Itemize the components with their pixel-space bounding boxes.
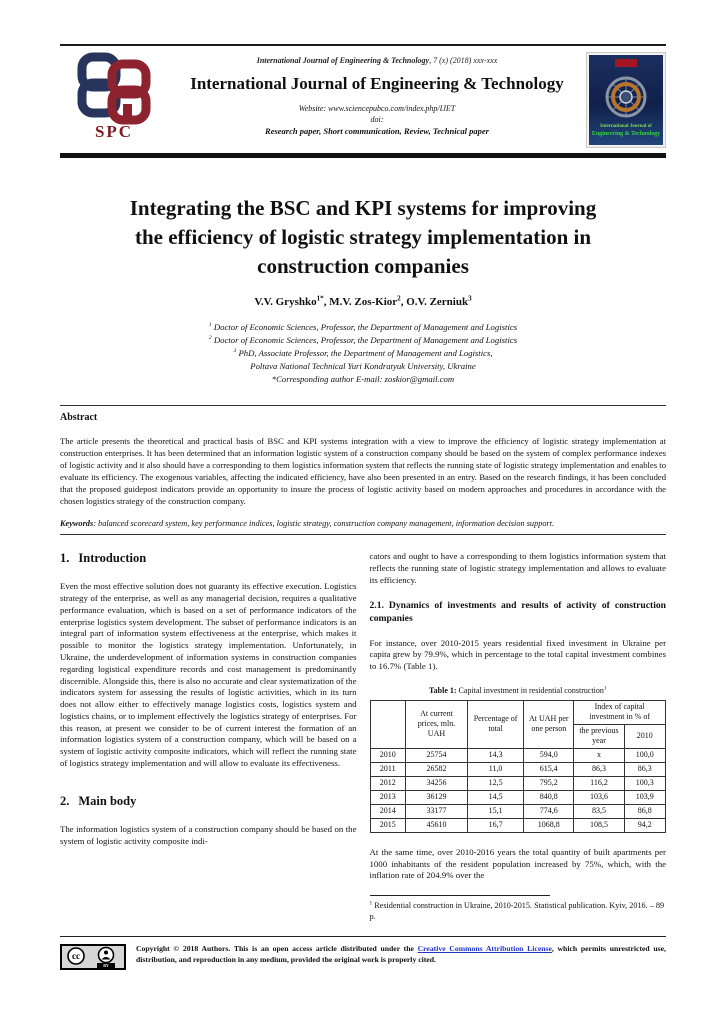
right-column <box>370 551 667 922</box>
footnote: $^1$ Residential construction in Ukraine, 2010-2015. Statistical publication. Kyiv, 2016. – 89 p. <box>369 900 665 922</box>
journal-doi: doi: <box>370 115 384 124</box>
article-title-line2: the efficiency of logistic strategy implementation in <box>134 224 592 249</box>
journal-ref-title: International Journal of Engineering & Technology <box>256 56 430 65</box>
svg-text:cc: cc <box>72 951 80 961</box>
col-header-index-group: Index of capital investment in % of <box>574 700 666 724</box>
journal-website: Website: www.sciencepubco.com/index.php/IJET <box>298 104 456 113</box>
col-header-year <box>370 700 405 748</box>
author: M.V. Zos-Kior$^2$, <box>329 294 407 308</box>
author: V.V. Gryshko$^{1*}$, <box>254 294 330 308</box>
copyright-text: Copyright © 2018 Authors. This is an open access article distributed under the Creative Commons Attribution License, which permits unrestricted use, distribution, and reproduction in any medium, provided the original work is properly cited. <box>136 944 666 964</box>
article-title <box>60 194 666 281</box>
capital-investment-table <box>370 700 667 833</box>
subsection-heading-dynamics: 2.1. Dynamics of investments and results of activity of construction companies <box>369 599 666 624</box>
keywords-label: Keywords <box>60 519 94 529</box>
section-heading-introduction: 1. Introduction <box>60 551 147 566</box>
table-row: 2015 45610 16,7 1068,8 108,5 94,2 <box>370 818 666 832</box>
paper-types: Research paper, Short communication, Review, Technical paper <box>265 126 489 136</box>
abstract-top-rule <box>60 405 666 406</box>
affiliation-line: Poltava National Technical Yuri Kondratyuk University, Ukraine <box>250 361 476 372</box>
affiliation-line: $^2$ Doctor of Economic Sciences, Professor, the Department of Management and Logistics <box>208 334 518 345</box>
col-header-per-person: At UAH per one person <box>524 700 574 748</box>
article-title-line1: Integrating the BSC and KPI systems for improving <box>129 196 597 220</box>
after-table-paragraph: At the same time, over 2010-2016 years the total quantity of built apartments per 1000 inhabitants of the resident population increased by 75%, which, with the inflation rate of 204.9% over the <box>369 846 666 881</box>
journal-ref-issue: , 7 (x) (2018) xxx-xxx <box>429 56 498 65</box>
spc-logo-icon <box>60 52 168 126</box>
section-heading-main-body: 2. Main body <box>60 793 137 808</box>
journal-title: International Journal of Engineering & Technology <box>190 74 564 93</box>
col-header-previous-year: the previous year <box>574 724 624 748</box>
top-rule <box>60 44 666 46</box>
spc-publisher-logo <box>60 52 168 142</box>
cc-by-badge-icon <box>60 944 126 970</box>
cover-title-line1: International Journal of <box>600 124 652 129</box>
dynamics-paragraph: For instance, over 2010-2015 years residential fixed investment in Ukraine per capita grew by 79.9%, which in percentage to the total capital investment combines to 16.7% (Table 1). <box>369 637 666 672</box>
footnote-rule <box>370 895 550 896</box>
two-column-body <box>60 551 666 922</box>
col-header-percentage: Percentage of total <box>468 700 524 748</box>
table-row: 2011 26582 11,0 615,4 86,3 86,3 <box>370 762 666 776</box>
cc-license-link[interactable]: Creative Commons Attribution License <box>417 944 552 953</box>
page-content <box>60 0 666 922</box>
copyright-footer <box>60 936 666 970</box>
affiliation-line: $^1$ Doctor of Economic Sciences, Professor, the Department of Management and Logistics <box>208 321 518 332</box>
journal-reference-line <box>168 56 586 65</box>
header-divider <box>60 153 666 158</box>
table-row: 2014 33177 15,1 774,6 83,5 86,8 <box>370 804 666 818</box>
cover-title-line2: Engineering & Technology <box>591 131 661 137</box>
article-title-line3: construction companies <box>257 253 469 278</box>
svg-text:BY: BY <box>103 963 109 968</box>
table-row: 2010 25754 14,3 594,0 x 100,0 <box>370 748 666 762</box>
affiliations-block <box>60 321 666 386</box>
continuation-paragraph: cators and ought to have a corresponding to them logistics information system that reflects the running state of logistic strategy implementation and allows to evaluate its efficiency. <box>369 551 666 585</box>
affiliation-line: $^3$ PhD, Associate Professor, the Department of Management and Logistics, <box>233 348 493 358</box>
table-row: 2013 36129 14,5 840,8 103,6 103,9 <box>370 790 666 804</box>
journal-header-center <box>168 52 586 136</box>
table-header-row <box>370 700 666 724</box>
col-header-current-prices: At current prices, mln. UAH <box>405 700 467 748</box>
journal-header <box>60 52 666 148</box>
journal-cover-thumbnail <box>586 52 666 148</box>
table-row: 2012 34256 12,5 795,2 116,2 100,3 <box>370 776 666 790</box>
main-body-paragraph: The information logistics system of a construction company should be based on the system of logistic activity composite indi- <box>60 823 357 846</box>
corresponding-author-line: *Corresponding author E-mail: zoskior@gmail.com <box>271 374 455 385</box>
col-header-2010: 2010 <box>624 724 665 748</box>
keywords-line <box>60 519 666 535</box>
spc-logo-text: SPC <box>94 122 134 141</box>
journal-cover-image <box>589 55 663 145</box>
left-column <box>60 551 357 922</box>
keywords-list: : balanced scorecard system, key performance indices, logistic strategy, construction company management, information decision support. <box>93 519 555 529</box>
table1-caption: Table 1: Capital investment in residential construction$^1$ <box>429 685 607 695</box>
introduction-paragraph: Even the most effective solution does not guaranty its effective execution. Logistics strategy of the enterprise, as well as any managerial decision, requires a qualitative performance evaluation, which is based on a set of performance indicators of the enterprise logistics system development. The subset of performance indicators is an integral part of information system effectiveness at the enterprise, which makes it possible to monitor the logistics strategy implementation. Unfortunately, in Ukraine, the underdevelopment of information systems in construction companies regarding logistical expenditure records and cost management is predominantly discernible. Alongside this, there is also no accurate and clear systematization of the indicators system for assessing the results of logistic activities, which in its turn does not allow either to effectively manage logistics costs, logistics system and logistics chains, or to implement effectively the logistics strategy of enterprises. For this reason, at present we consider to be of current interest the formation of an information logistics system of a construction company, which will be based on a system of logistic activity composite indicators, which will reflect the running state of logistics strategy implementation and will allow to evaluate its effectiveness. <box>60 581 357 769</box>
author: O.V. Zerniuk$^3$ <box>406 294 472 308</box>
authors-line <box>60 296 666 308</box>
abstract-body: The article presents the theoretical and practical basis of BSC and KPI systems integration with a view to improve the efficiency of logistic strategy implementation at construction enterprises. It has been determined that an information logistic system of a construction company should be based on the system of complex performance indexes of logistic activity and it also should have a corresponding to them logistics information system that reflects the running state of logistic strategy implementation and enables to evaluate its efficiency. The exogenous variables, affecting the indicated efficiency, have also been presented in an entry. Based on the research findings, it has been concluded that the proposed guidepost indicators provide an opportunity to insure the process of logistic activity based on modern approaches and procedures in accordance with the chosen logistics strategy of the construction company. <box>60 436 666 507</box>
abstract-heading: Abstract <box>60 412 98 424</box>
